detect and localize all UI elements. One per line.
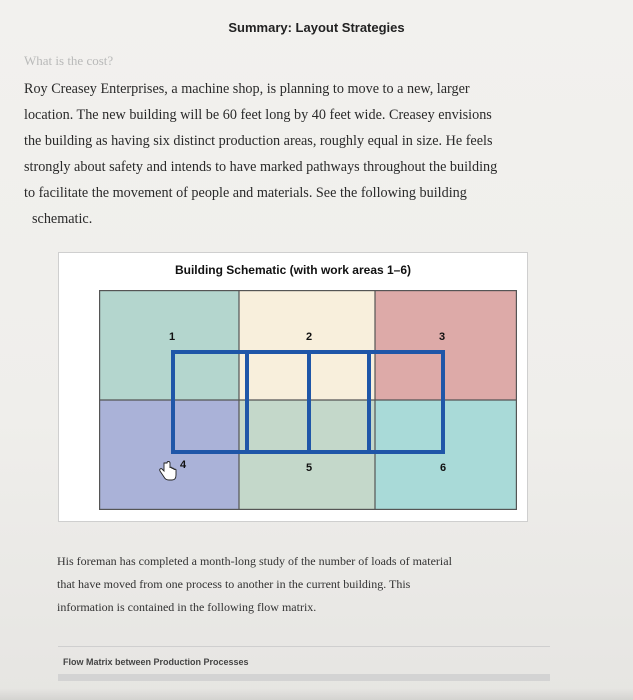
intro-line: location. The new building will be 60 feet long by 40 feet wide. Creasey envisions (24, 107, 492, 123)
foreman-line: His foreman has completed a month-long study of the number of loads of material (57, 554, 452, 568)
intro-line: strongly about safety and intends to have marked pathways throughout the building (24, 159, 498, 175)
intro-line: to facilitate the movement of people and materials. See the following building (24, 185, 467, 201)
building-schematic (99, 290, 517, 510)
section-divider (58, 646, 550, 647)
work-area-6 (375, 400, 517, 510)
page-bottom-shadow (0, 688, 633, 700)
intro-line: Roy Creasey Enterprises, a machine shop, is planning to move to a new, larger (24, 81, 470, 97)
intro-line: the building as having six distinct production areas, roughly equal in size. He feels (24, 133, 493, 149)
area-label-6: 6 (440, 462, 447, 474)
faded-question-text: What is the cost? (24, 53, 114, 68)
area-label-1: 1 (169, 331, 176, 343)
area-label-4: 4 (180, 459, 187, 471)
schematic-title: Building Schematic (with work areas 1–6) (174, 263, 412, 277)
area-label-2: 2 (306, 331, 313, 343)
area-label-3: 3 (439, 331, 446, 343)
work-area-3 (375, 290, 517, 400)
flow-matrix-header-bar (58, 674, 550, 681)
work-area-1 (99, 290, 239, 400)
intro-paragraph (24, 76, 584, 232)
foreman-paragraph (57, 550, 577, 619)
page-title: Summary: Layout Strategies (228, 20, 405, 35)
foreman-line: information is contained in the following flow matrix. (57, 600, 317, 614)
intro-line: schematic. (32, 211, 93, 227)
work-area-4 (99, 400, 239, 510)
foreman-line: that have moved from one process to another in the current building. This (57, 577, 411, 591)
area-label-5: 5 (306, 462, 313, 474)
flow-matrix-label: Flow Matrix between Production Processes (63, 657, 249, 667)
